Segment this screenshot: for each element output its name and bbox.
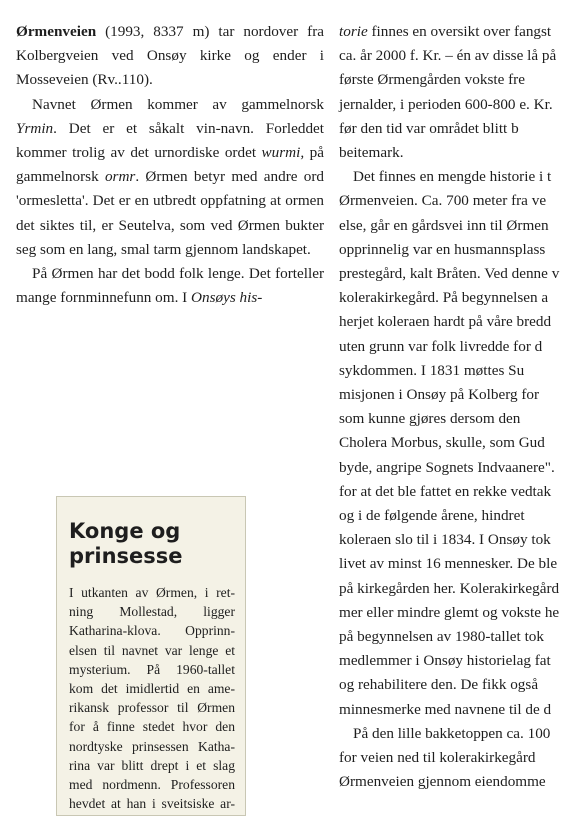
italic-term: torie: [339, 23, 368, 40]
text-line: minnesmerke med navnene til de d: [339, 700, 552, 718]
intro-text: (1993, 8337 m) tar nordover fra Kolbergveien ved Onsøy kirke og ender i Mosseveien (Rv..110).: [16, 23, 324, 89]
text-run: Navnet Ørmen kommer av gammelnorsk: [32, 95, 324, 113]
sidebar-line: med nordmenn. Professoren: [69, 777, 235, 793]
text-line: ca. år 2000 f. Kr. – én av disse lå på: [339, 47, 557, 65]
text-line: misjonen i Onsøy på Kolberg for: [339, 386, 540, 404]
text-line: jernalder, i perioden 600-800 e. Kr.: [339, 95, 553, 113]
sidebar-line: nordtyske prinsessen Katha-: [69, 738, 235, 754]
sidebar-line: for å finne stedet hvor den: [69, 719, 235, 735]
right-column: [339, 20, 565, 795]
text-run: finnes en oversikt over fangst: [367, 23, 552, 40]
street-name: Ørmenveien: [16, 23, 97, 40]
sidebar-title-line: prinsesse: [69, 544, 183, 568]
text-line: for veien ned til kolerakirkegård: [339, 749, 536, 767]
text-line: Det finnes en mengde historie i t: [353, 168, 552, 186]
text-line: opprinnelig var en husmannsplass: [339, 240, 546, 258]
text-line: else, går en gårdsvei inn til Ørmen: [339, 216, 549, 234]
sidebar-line: ning Mollestad, ligger: [69, 604, 235, 620]
text-line: herjet koleraen hardt på våre bredd: [339, 313, 552, 331]
left-column: [16, 20, 324, 310]
italic-term: wurmi,: [261, 144, 305, 162]
sidebar-line: kom det imidlertid en ame-: [69, 681, 235, 697]
text-line: og rehabilitere den. De fikk også: [339, 676, 539, 694]
italic-term: Onsøys his-: [191, 289, 263, 307]
text-line: koleraen slo til i 1834. I Onsøy tok: [339, 531, 551, 549]
sidebar-line: I utkanten av Ørmen, i ret-: [69, 585, 235, 600]
text-line: Ørmenveien. Ca. 700 meter fra ve: [339, 192, 547, 210]
text-line: på begynnelsen av 1980-tallet tok: [339, 628, 544, 646]
text-line: på kirkegården her. Kolerakirkegård: [339, 579, 560, 597]
text-line: medlemmer i Onsøy historielag fat: [339, 652, 551, 670]
paragraph-history: [16, 262, 324, 310]
sidebar-title-line: Konge og: [69, 519, 181, 543]
text-line: Ørmenveien gjennom eiendomme: [339, 773, 546, 791]
italic-term: ormr: [104, 168, 136, 186]
text-line: beitemark.: [339, 144, 404, 162]
italic-term: Yrmin: [16, 119, 54, 137]
paragraph-intro: [16, 20, 324, 93]
text-line: sykdommen. I 1831 møttes Su: [339, 361, 525, 379]
sidebar-body: [69, 583, 235, 813]
text-line: uten grunn var folk livredde for d: [339, 337, 543, 355]
text-line: kolerakirkegård. På begynnelsen a: [339, 289, 549, 307]
text-line: På den lille bakketoppen ca. 100: [353, 724, 551, 742]
text-run: på gammelnorsk: [16, 144, 324, 186]
sidebar-line: rina var blitt drept i et slag: [69, 757, 235, 773]
sidebar-line: Katharina-klova. Opprinn-: [69, 623, 235, 639]
sidebar-line: rikansk professor til Ørmen: [69, 700, 235, 716]
text-line: første Ørmengården vokste fre: [339, 71, 525, 89]
text-line: som kunne gjøres dersom den: [339, 410, 521, 428]
text-line: og i de følgende årene, hindret: [339, 507, 525, 525]
sidebar-line: mysterium. På 1960-tallet: [69, 661, 235, 677]
text-run: . Ørmen betyr med andre ord 'ormesletta'. Det er en utbredt oppfatning at ormen det siktes til, er Seutelva, som ved Ørmen bukter seg som en lang, smal tarm gjennom landskapet.: [16, 168, 325, 258]
text-line: Cholera Morbus, skulle, som Gud: [339, 434, 545, 452]
text-line: [339, 20, 565, 44]
text-line: mer eller mindre glemt og vokste he: [339, 603, 560, 621]
paragraph-name-origin: [16, 93, 324, 262]
text-line: for at det ble fattet en rekke vedtak: [339, 482, 552, 500]
text-run: . Det er et såkalt vin-navn. Forleddet kommer trolig av det urnordiske ordet: [16, 119, 324, 162]
text-line: prestegård, kalt Bråten. Ved denne v: [339, 265, 560, 283]
sidebar-box: [56, 496, 246, 816]
text-run: På Ørmen har det bodd folk lenge. Det forteller mange fornminnefunn om. I: [16, 265, 324, 307]
sidebar-line: hevdet at han i sveitsiske ar-: [69, 796, 235, 812]
text-line: før den tid var området blitt b: [339, 119, 519, 137]
text-line: livet av minst 16 mennesker. De ble: [339, 555, 558, 573]
sidebar-title: [69, 519, 235, 569]
text-line: byde, angripe Sognets Indvaanere".: [339, 458, 555, 476]
sidebar-line: elsen til navnet var lenge et: [69, 642, 235, 658]
